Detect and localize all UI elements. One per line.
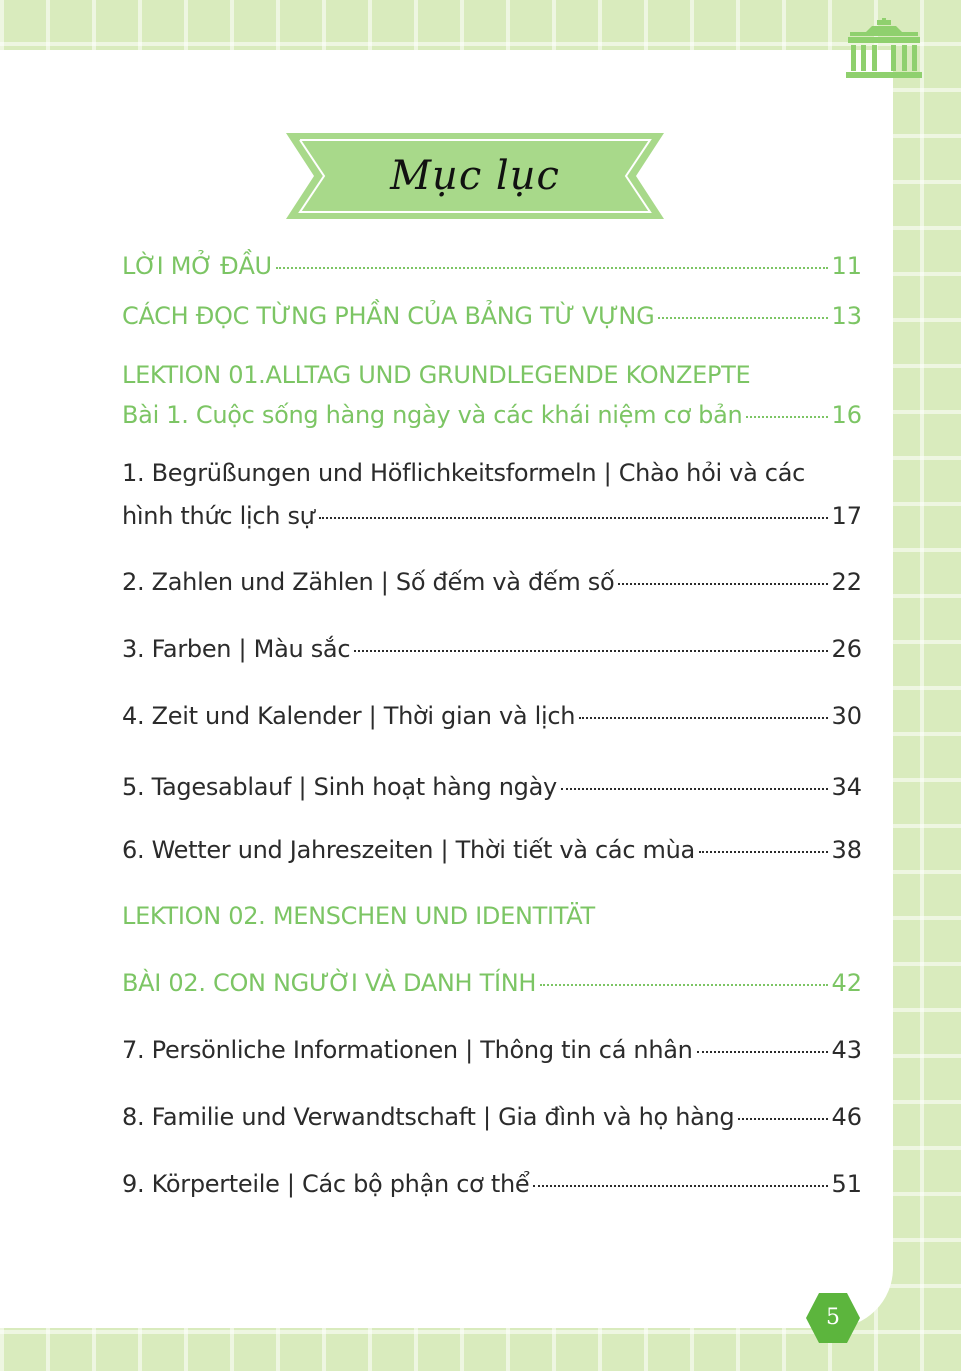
toc-entry-lesson-2[interactable] (122, 968, 862, 998)
toc-entry-intro[interactable] (122, 251, 862, 281)
toc-entry-page: 51 (831, 1170, 862, 1198)
toc-entry-label: 8. Familie und Verwandtschaft | Gia đình và họ hàng (122, 1103, 735, 1131)
toc-entry-page: 13 (831, 302, 862, 330)
toc-entry-label: 3. Farben | Màu sắc (122, 635, 351, 663)
toc-entry-label: CÁCH ĐỌC TỪNG PHẦN CỦA BẢNG TỪ VỰNG (122, 302, 655, 330)
dot-leader (738, 1118, 828, 1120)
toc-entry-4[interactable] (122, 701, 862, 731)
toc-entry-label: 2. Zahlen und Zählen | Số đếm và đếm số (122, 568, 615, 596)
dot-leader (699, 851, 829, 853)
dot-leader (658, 317, 828, 319)
toc-entry-label: 5. Tagesablauf | Sinh hoạt hàng ngày (122, 773, 557, 801)
toc-entry-2[interactable] (122, 567, 862, 597)
dot-leader (319, 517, 829, 519)
lesson-1-heading: LEKTION 01.ALLTAG UND GRUNDLEGENDE KONZEPTE (122, 361, 751, 389)
toc-entry-label: Bài 1. Cuộc sống hàng ngày và các khái niệm cơ bản (122, 401, 743, 429)
toc-entry-page: 22 (831, 568, 862, 596)
toc-entry-page: 16 (831, 401, 862, 429)
dot-leader (354, 650, 828, 652)
toc-entry-how-to-read[interactable] (122, 301, 862, 331)
page-number: 5 (826, 1305, 840, 1330)
toc-entry-8[interactable] (122, 1102, 862, 1132)
toc-entry-page: 43 (831, 1036, 862, 1064)
dot-leader (540, 984, 828, 986)
toc-entry-5[interactable] (122, 772, 862, 802)
toc-entry-label: BÀI 02. CON NGƯỜI VÀ DANH TÍNH (122, 969, 537, 997)
toc-entry-page: 11 (831, 252, 862, 280)
toc-entry-label: hình thức lịch sự (122, 502, 315, 530)
toc-entry-label: 4. Zeit und Kalender | Thời gian và lịch (122, 702, 576, 730)
toc-entry-7[interactable] (122, 1035, 862, 1065)
dot-leader (579, 717, 828, 719)
dot-leader (746, 416, 828, 418)
toc-entry-label: 6. Wetter und Jahreszeiten | Thời tiết và các mùa (122, 836, 695, 864)
toc-entry-lesson-1[interactable] (122, 400, 862, 430)
lesson-2-heading: LEKTION 02. MENSCHEN UND IDENTITÄT (122, 902, 595, 930)
brandenburg-gate-icon (846, 18, 922, 80)
toc-entry-page: 38 (831, 836, 862, 864)
toc-entry-label: LỜI MỞ ĐẦU (122, 252, 272, 280)
toc-entry-3[interactable] (122, 634, 862, 664)
dot-leader (618, 583, 828, 585)
toc-entry-label: 9. Körperteile | Các bộ phận cơ thể (122, 1170, 530, 1198)
toc-entry-page: 34 (831, 773, 862, 801)
dot-leader (276, 267, 829, 269)
page-title: Mục lục (390, 153, 560, 199)
toc-entry-6[interactable] (122, 835, 862, 865)
toc-entry-label: 7. Persönliche Informationen | Thông tin cá nhân (122, 1036, 693, 1064)
toc-entry-page: 46 (831, 1103, 862, 1131)
dot-leader (533, 1185, 828, 1187)
toc-entry-page: 30 (831, 702, 862, 730)
dot-leader (697, 1051, 829, 1053)
toc-entry-page: 26 (831, 635, 862, 663)
toc-entry-1-line1: 1. Begrüßungen und Höflichkeitsformeln | Chào hỏi và các (122, 459, 806, 487)
toc-entry-9[interactable] (122, 1169, 862, 1199)
toc-entry-page: 42 (831, 969, 862, 997)
toc-entry-1[interactable] (122, 501, 862, 531)
toc-entry-page: 17 (831, 502, 862, 530)
page-sheet (0, 50, 893, 1328)
dot-leader (561, 788, 829, 790)
